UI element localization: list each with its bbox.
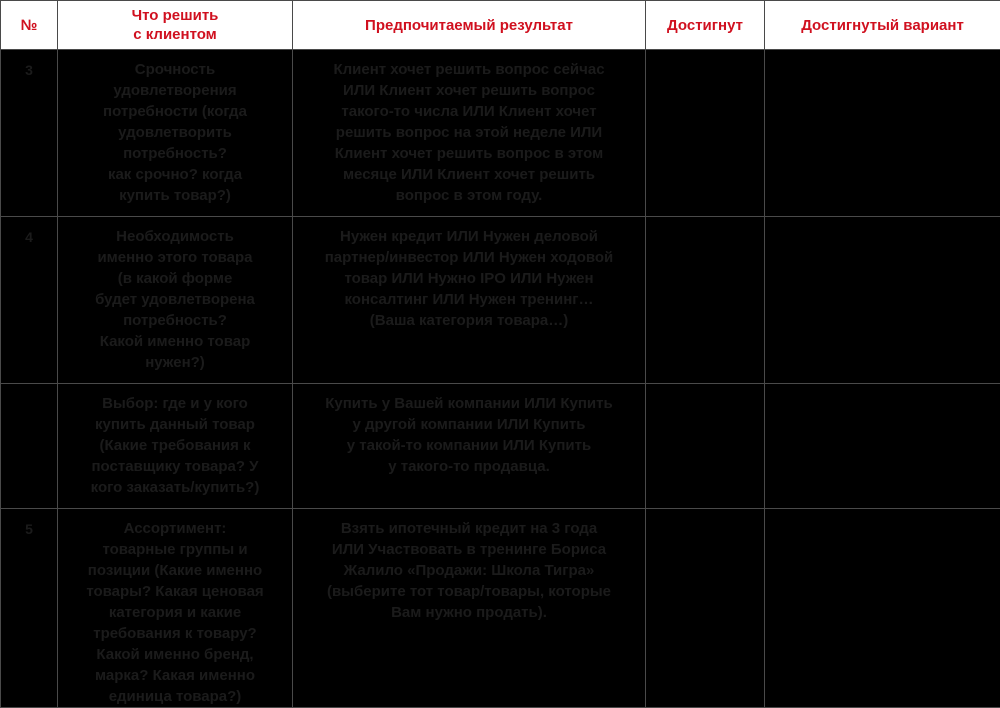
achieved-cell	[646, 384, 765, 509]
header-achieved-variant: Достигнутый вариант	[765, 1, 1000, 50]
what-to-decide-cell: Необходимость именно этого товара (в какой форме будет удовлетворена потребность? Какой именно товар нужен?)	[58, 217, 293, 384]
row-number: 5	[1, 509, 58, 708]
achieved-variant-cell	[765, 50, 1000, 217]
header-number: №	[1, 1, 58, 50]
preferred-result-cell: Взять ипотечный кредит на 3 года ИЛИ Участвовать в тренинге Бориса Жалило «Продажи: Школа Тигра» (выберите тот товар/товары, которые Вам нужно продать).	[293, 509, 646, 708]
preferred-result-cell: Купить у Вашей компании ИЛИ Купить у другой компании ИЛИ Купить у такой-то компании ИЛИ Купить у такого-то продавца.	[293, 384, 646, 509]
row-number	[1, 384, 58, 509]
table-row	[1, 217, 1000, 384]
table-row	[1, 509, 1000, 708]
achieved-cell	[646, 217, 765, 384]
row-number: 3	[1, 50, 58, 217]
table-row	[1, 384, 1000, 509]
achieved-variant-cell	[765, 509, 1000, 708]
achieved-cell	[646, 50, 765, 217]
header-preferred-result: Предпочитаемый результат	[293, 1, 646, 50]
header-row	[1, 1, 1000, 50]
achieved-variant-cell	[765, 384, 1000, 509]
table-row	[1, 50, 1000, 217]
what-to-decide-cell: Выбор: где и у кого купить данный товар (Какие требования к поставщику товара? У кого заказать/купить?)	[58, 384, 293, 509]
preferred-result-cell: Нужен кредит ИЛИ Нужен деловой партнер/инвестор ИЛИ Нужен ходовой товар ИЛИ Нужно IPO ИЛИ Нужен консалтинг ИЛИ Нужен тренинг… (Ваша категория товара…)	[293, 217, 646, 384]
what-to-decide-cell: Срочность удовлетворения потребности (когда удовлетворить потребность? как срочно? когда купить товар?)	[58, 50, 293, 217]
achieved-variant-cell	[765, 217, 1000, 384]
header-achieved: Достигнут	[646, 1, 765, 50]
row-number: 4	[1, 217, 58, 384]
what-to-decide-cell: Ассортимент: товарные группы и позиции (Какие именно товары? Какая ценовая категория и какие требования к товару? Какой именно бренд, марка? Какая именно единица товара?)	[58, 509, 293, 708]
preferred-result-cell: Клиент хочет решить вопрос сейчас ИЛИ Клиент хочет решить вопрос такого-то числа ИЛИ Клиент хочет решить вопрос на этой неделе ИЛИ Клиент хочет решить вопрос в этом месяце ИЛИ Клиент хочет решить вопрос в этом году.	[293, 50, 646, 217]
achieved-cell	[646, 509, 765, 708]
header-what-to-decide: Что решить с клиентом	[58, 1, 293, 50]
